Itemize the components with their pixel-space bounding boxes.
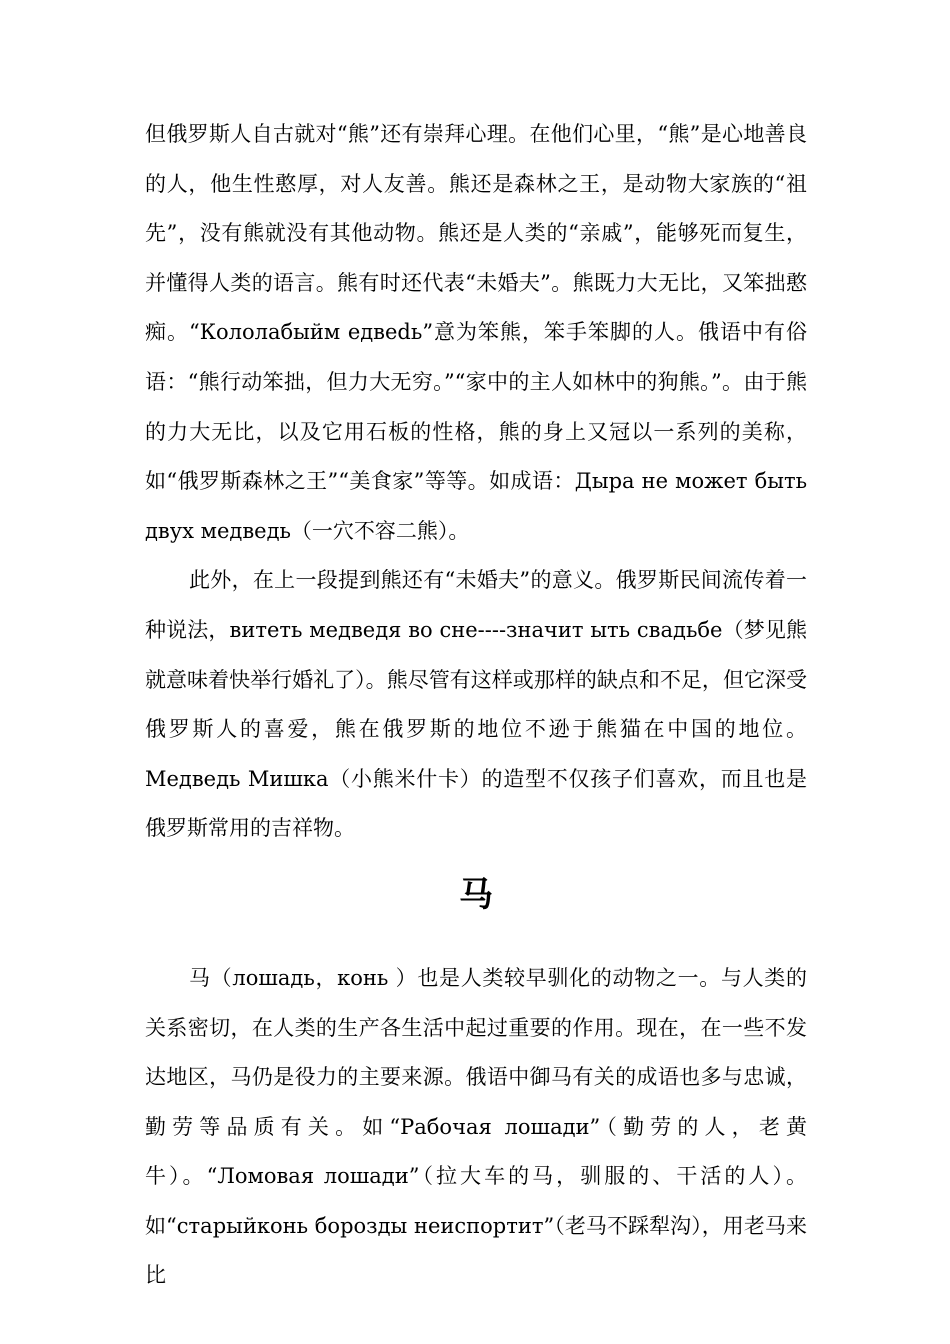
document-page [145,110,807,1301]
paragraph-bear-worship: 但俄罗斯人自古就对“熊”还有崇拜心理。在他们心里，“熊”是心地善良的人，他生性憨厚，对人友善。熊还是森林之王，是动物大家族的“祖先”，没有熊就没有其他动物。熊还是人类的“亲戚”，能够死而复生，并懂得人类的语言。熊有时还代表“未婚夫”。熊既力大无比，又笨拙憨痴。“Кололабыйм едвedь”意为笨熊，笨手笨脚的人。俄语中有俗语：“熊行动笨拙，但力大无穷。”“家中的主人如林中的狗熊。”。由于熊的力大无比，以及它用石板的性格，熊的身上又冠以一系列的美称，如“俄罗斯森林之王”“美食家”等等。如成语：Дыра не может быть двух медведь（一穴不容二熊）。 [145,122,807,543]
paragraph-horse: 马（лошадь，конь ）也是人类较早驯化的动物之一。与人类的关系密切，在人类的生产各生活中起过重要的作用。现在，在一些不发达地区，马仍是役力的主要来源。俄语中御马有关的成语也多与忠诚，勤劳等品质有关。如“Рабочая лошади”（勤劳的人，老黄牛）。“Ломовая лошади”（拉大车的马，驯服的、干活的人）。如“старыйконь борозды неиспортит”（老马不踩犁沟），用老马来比 [145,965,807,1288]
section-title-horse: 马 [459,874,493,915]
paragraph-bear-fiance: 此外，在上一段提到熊还有“未婚夫”的意义。俄罗斯民间流传着一种说法，витеть медведя во сне----значит ыть свадьбе（梦见熊就意味着快举行婚礼了）。熊尽管有这样或那样的缺点和不足，但它深受俄罗斯人的喜爱，熊在俄罗斯的地位不逊于熊猫在中国的地位。Медведь Мишка（小熊米什卡）的造型不仅孩子们喜欢，而且也是俄罗斯常用的吉祥物。 [145,568,807,841]
